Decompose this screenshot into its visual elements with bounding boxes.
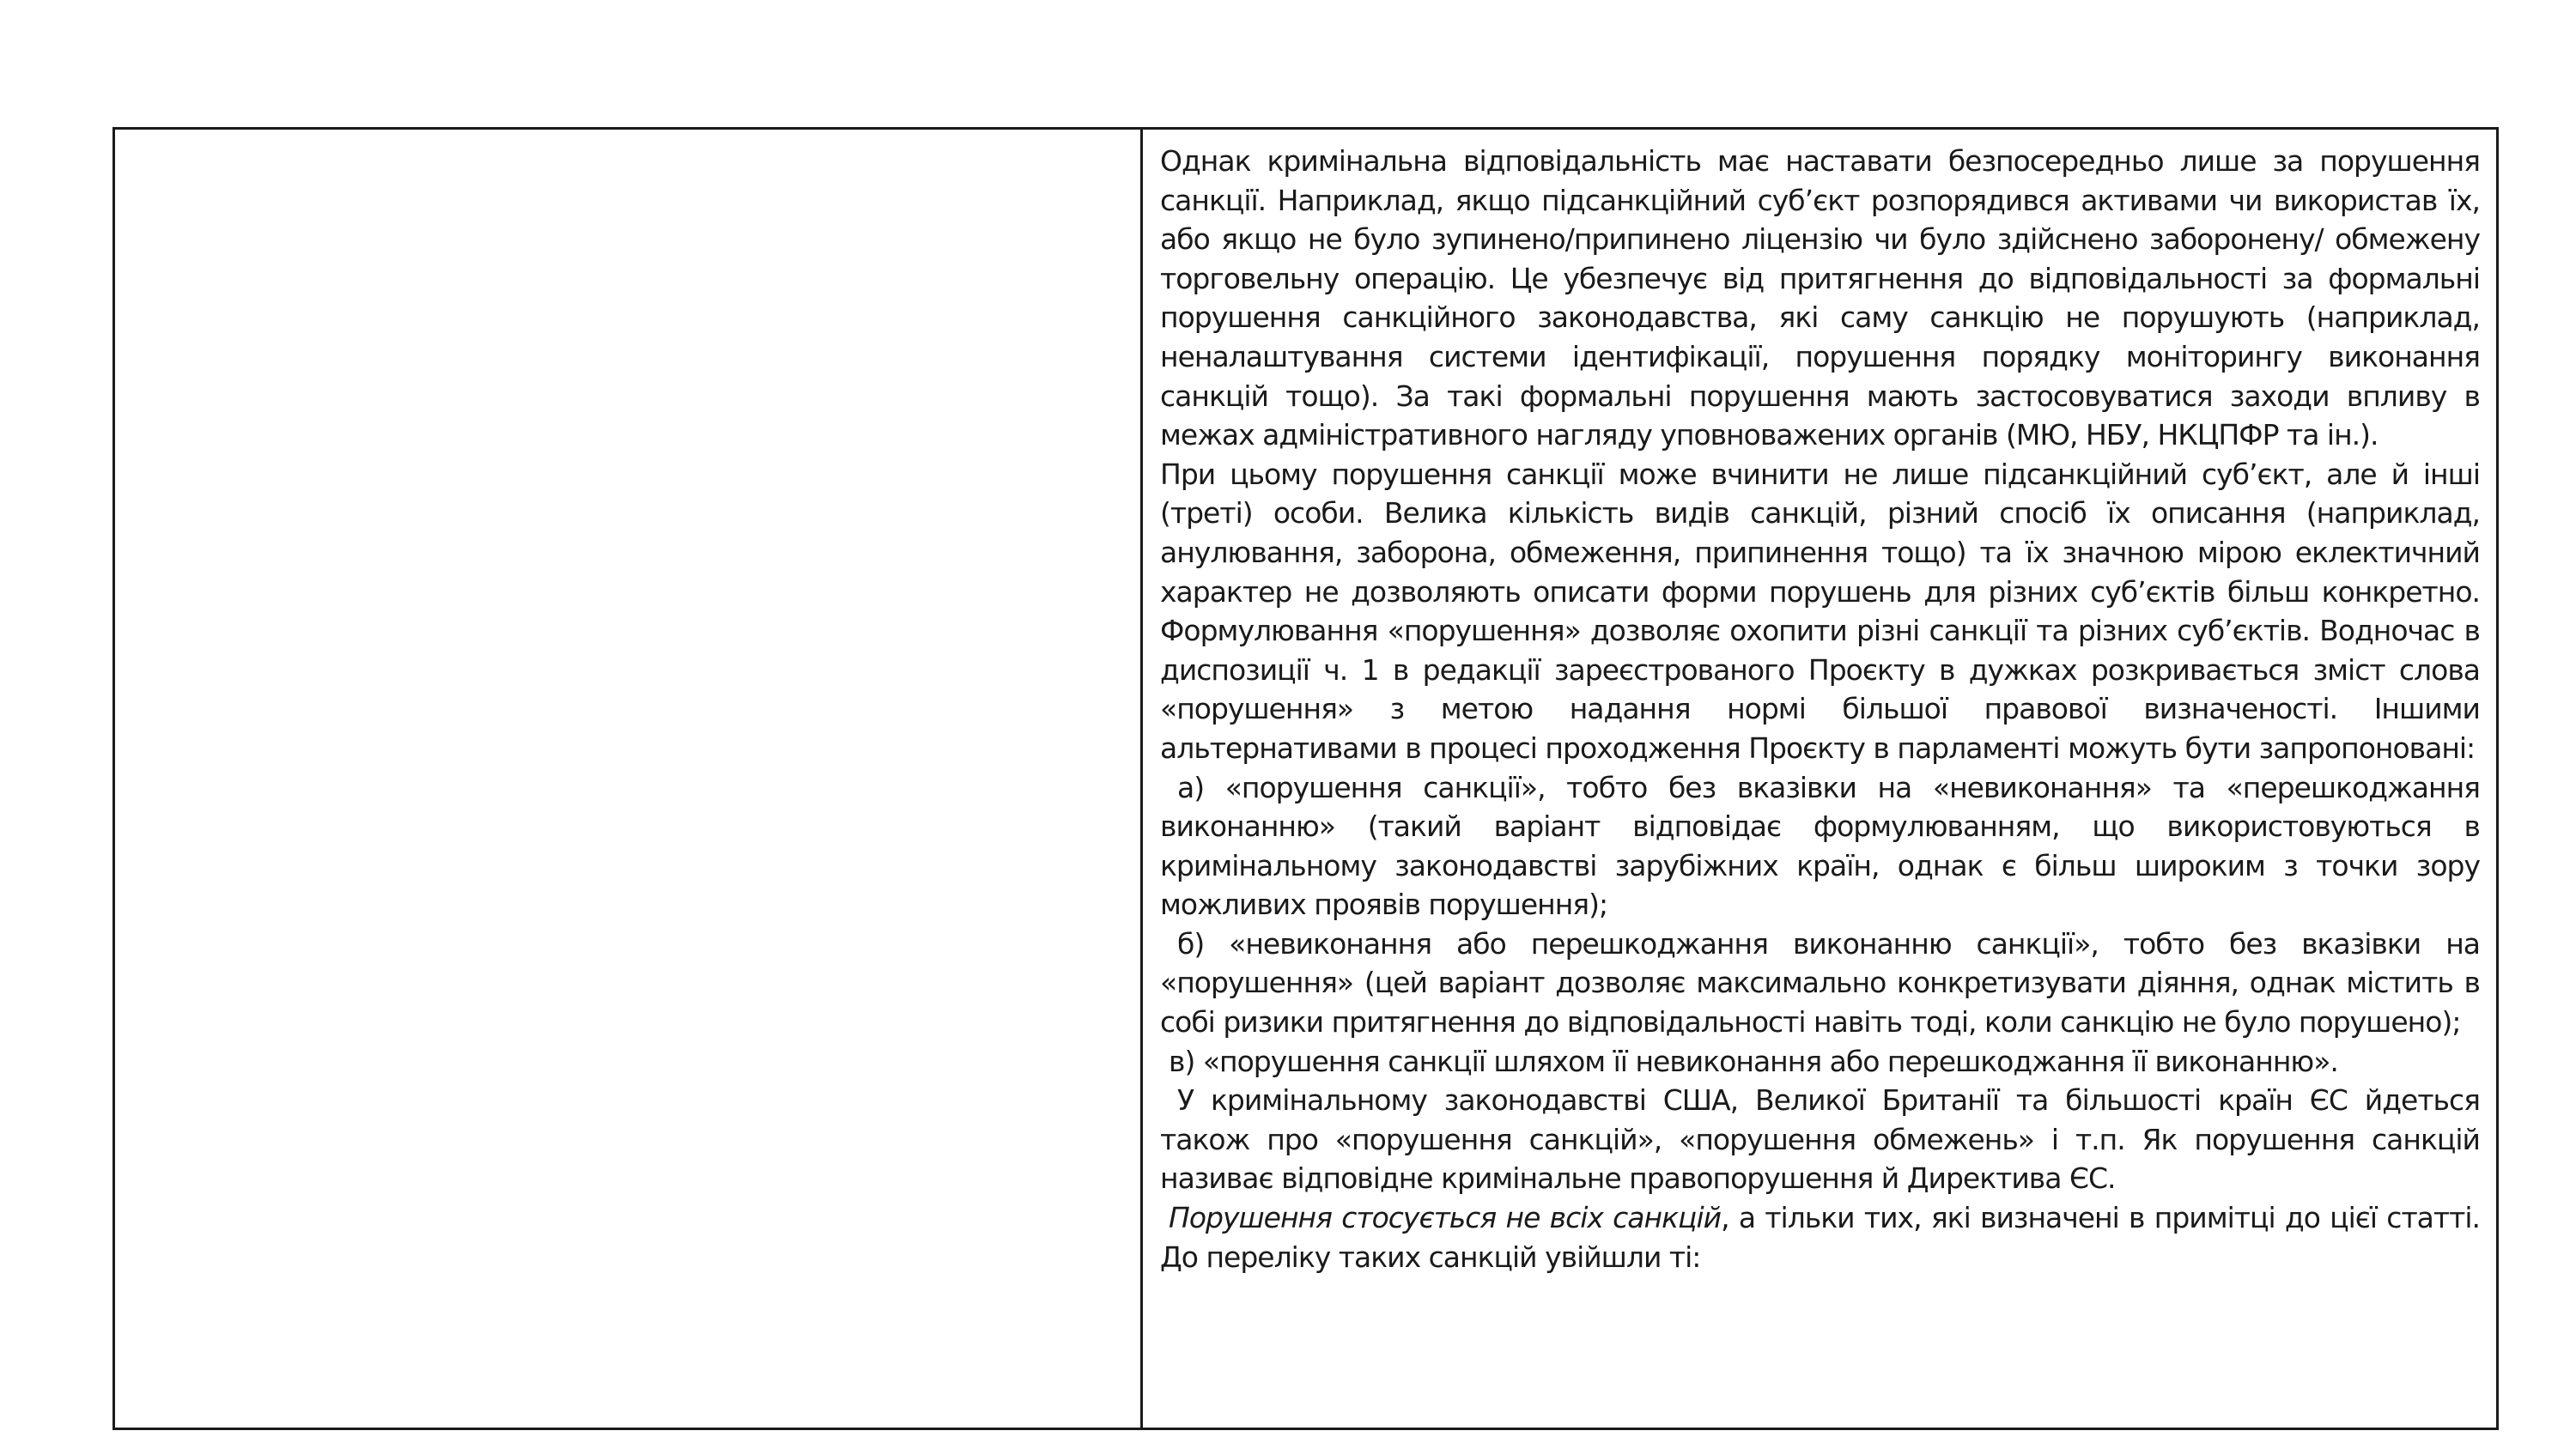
right-column-cell [1143, 130, 2496, 1428]
paragraph-criminal-liability: Однак кримінальна відповідальність має наставати безпосередньо лише за порушення санкції. Наприклад, якщо підсанкційний суб’єкт розпорядився активами чи використав їх, або якщо не було зупинено/припинено ліцензію чи було здійснено заборонену/ обмежену торговельну операцію. Це убезпечує від притягнення до відповідальності за формальні порушення санкційного законодавства, які саму санкцію не порушують (наприклад, неналаштування системи ідентифікації, порушення порядку моніторингу виконання санкцій тощо). За такі формальні порушення мають застосовуватися заходи впливу в межах адміністративного нагляду уповноважених органів (МЮ, НБУ, НКЦПФР та ін.). [1160, 144, 2480, 452]
left-column-cell [115, 130, 1143, 1428]
document-table [112, 127, 2499, 1430]
paragraph-option-v: в) «порушення санкції шляхом її невиконання або перешкоджання її виконанню». [1169, 1044, 2338, 1078]
paragraph-third-parties: При цьому порушення санкції може вчинити не лише підсанкційний суб’єкт, але й інші (треті) особи. Велика кількість видів санкцій, різний спосіб їх описання (наприклад, анулювання, заборона, обмеження, припинення тощо) та їх значною мірою еклектичний характер не дозволяють описати форми порушень для різних суб’єктів більш конкретно. Формулювання «порушення» дозволяє охопити різні санкції та різних суб’єктів. Водночас в диспозиції ч. 1 в редакції зареєстрованого Проєкту в дужках розкривається зміст слова «порушення» з метою надання нормі більшої правової визначеності. Іншими альтернативами в процесі проходження Проєкту в парламенті можуть бути запропоновані: [1160, 457, 2480, 765]
paragraph-scope-rest: , а тільки тих, які визначені в примітці до цієї статті. До переліку таких санкцій увійшли ті: [1160, 1201, 2480, 1274]
paragraph-option-a: а) «порушення санкції», тобто без вказівки на «невиконання» та «перешкоджання виконанню» (такий варіант відповідає формулюванням, що використовуються в кримінальному законодавстві зарубіжних країн, однак є більш широким з точки зору можливих проявів порушення); [1160, 770, 2480, 922]
italic-emphasis: Порушення стосується не всіх санкцій [1169, 1201, 1722, 1235]
paragraph-foreign-law: У кримінальному законодавстві США, Великої Британії та більшості країн ЄС йдеться також про «порушення санкцій», «порушення обмежень» і т.п. Як порушення санкцій називає відповідне кримінальне правопорушення й Директива ЄС. [1160, 1083, 2480, 1196]
paragraph-option-b: б) «невиконання або перешкоджання виконанню санкції», тобто без вказівки на «порушення» (цей варіант дозволяє максимально конкретизувати діяння, однак містить в собі ризики притягнення до відповідальності навіть тоді, коли санкцію не було порушено); [1160, 926, 2480, 1040]
paragraph-scope [1160, 1198, 2480, 1276]
